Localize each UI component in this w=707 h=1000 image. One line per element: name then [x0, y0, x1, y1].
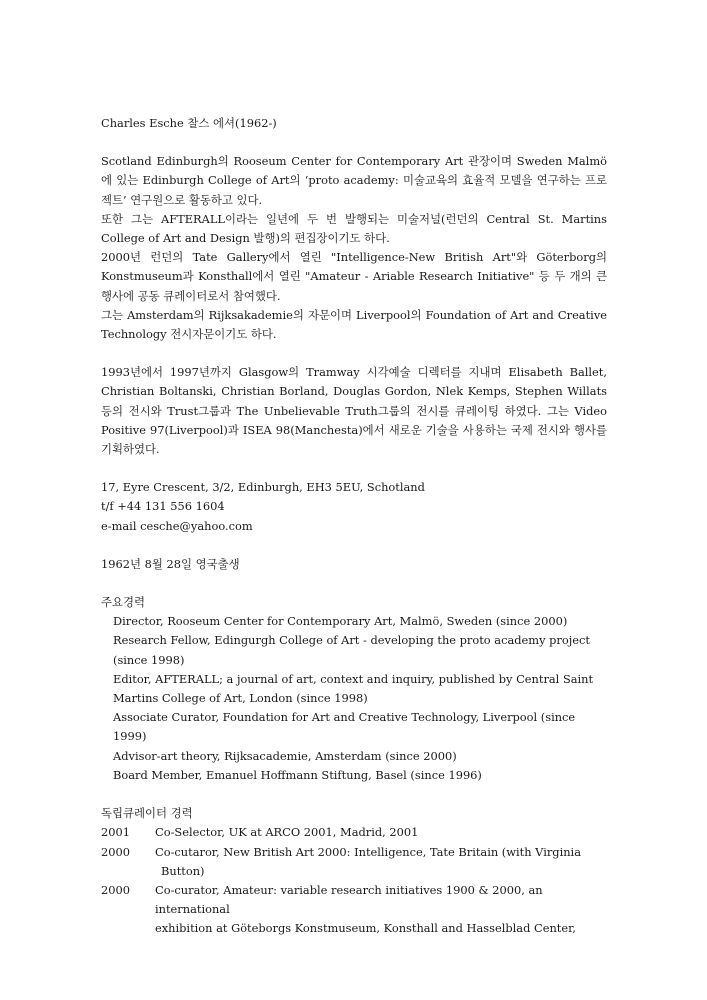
independent-item: 2000 Co-curator, Amateur: variable research initiatives 1900 & 2000, an international exhibition at Göteborgs Konstmuseum, Konsthall and Hasselblad Center,: [101, 881, 607, 939]
career-item: Research Fellow, Edingurgh College of Art - developing the proto academy project (since 1998): [113, 633, 590, 667]
career-list: [101, 612, 607, 785]
contact-phone: t/f +44 131 556 1604: [101, 499, 225, 514]
independent-item: 2001 Co-Selector, UK at ARCO 2001, Madrid, 2001: [101, 823, 607, 842]
contact-email: e-mail cesche@yahoo.com: [101, 518, 253, 533]
bio-paragraph-3: 2000년 런던의 Tate Gallery에서 열린 "Intelligence-New British Art"와 Göterborg의 Konstmuseum과 Konsthall에서 열린 "Amateur - Ariable Research Initiative" 등 두 개의 큰 행사에 공동 큐레이터로서 참여했다.: [101, 250, 607, 303]
independent-year: 2001: [101, 825, 130, 840]
document-title: Charles Esche 찰스 에셔(1962-): [101, 116, 277, 130]
independent-year: 2000: [101, 844, 130, 859]
career-item: Board Member, Emanuel Hoffmann Stiftung, Basel (since 1996): [113, 767, 482, 782]
independent-year: 2000: [101, 882, 130, 897]
document-page: [101, 114, 607, 939]
birth-info: 1962년 8월 28일 영국출생: [101, 556, 240, 571]
career-item: Director, Rooseum Center for Contemporary Art, Malmö, Sweden (since 2000): [113, 614, 568, 629]
independent-heading: 독립큐레이터 경력: [101, 806, 193, 821]
career-heading: 주요경력: [101, 595, 146, 610]
bio-paragraph-1: Scotland Edinburgh의 Rooseum Center for Contemporary Art 관장이며 Sweden Malmö에 있는 Edinburgh College of Art의 ‘proto academy: 미술교육의 효율적 모델을 연구하는 프로젝트’ 연구원으로 활동하고 있다.: [101, 154, 607, 207]
career-item: Advisor-art theory, Rijksacademie, Amsterdam (since 2000): [113, 748, 457, 763]
bio-paragraph-4: 그는 Amsterdam의 Rijksakademie의 자문이며 Liverpool의 Foundation of Art and Creative Technology 전시자문이기도 하다.: [101, 307, 607, 342]
contact-address: 17, Eyre Crescent, 3/2, Edinburgh, EH3 5EU, Schotland: [101, 480, 425, 495]
career-item: Editor, AFTERALL; a journal of art, context and inquiry, published by Central Saint Martins College of Art, London (since 1998): [113, 671, 594, 706]
career-item: Associate Curator, Foundation for Art and Creative Technology, Liverpool (since 1999): [113, 710, 576, 744]
independent-item: 2000 Co-cutaror, New British Art 2000: Intelligence, Tate Britain (with Virginia Button): [101, 843, 607, 881]
bio-paragraph-2: 또한 그는 AFTERALL이라는 일년에 두 번 발행되는 미술저널(런던의 Central St. Martins College of Art and Design 발행)의 편집장이기도 하다.: [101, 211, 607, 246]
bio-paragraph-5: 1993년에서 1997년까지 Glasgow의 Tramway 시각예술 디렉터를 지내며 Elisabeth Ballet, Christian Boltanski, Christian Borland, Douglas Gordon, Nlek Kemps, Stephen Willats등의 전시와 Trust그룹과 The Unbelievable Truth그룹의 전시를 큐레이팅 하였다. 그는 Video Positive 97(Liverpool)과 ISEA 98(Manchesta)에서 새로운 기술을 사용하는 국제 전시와 행사를 기획하였다.: [101, 365, 607, 457]
